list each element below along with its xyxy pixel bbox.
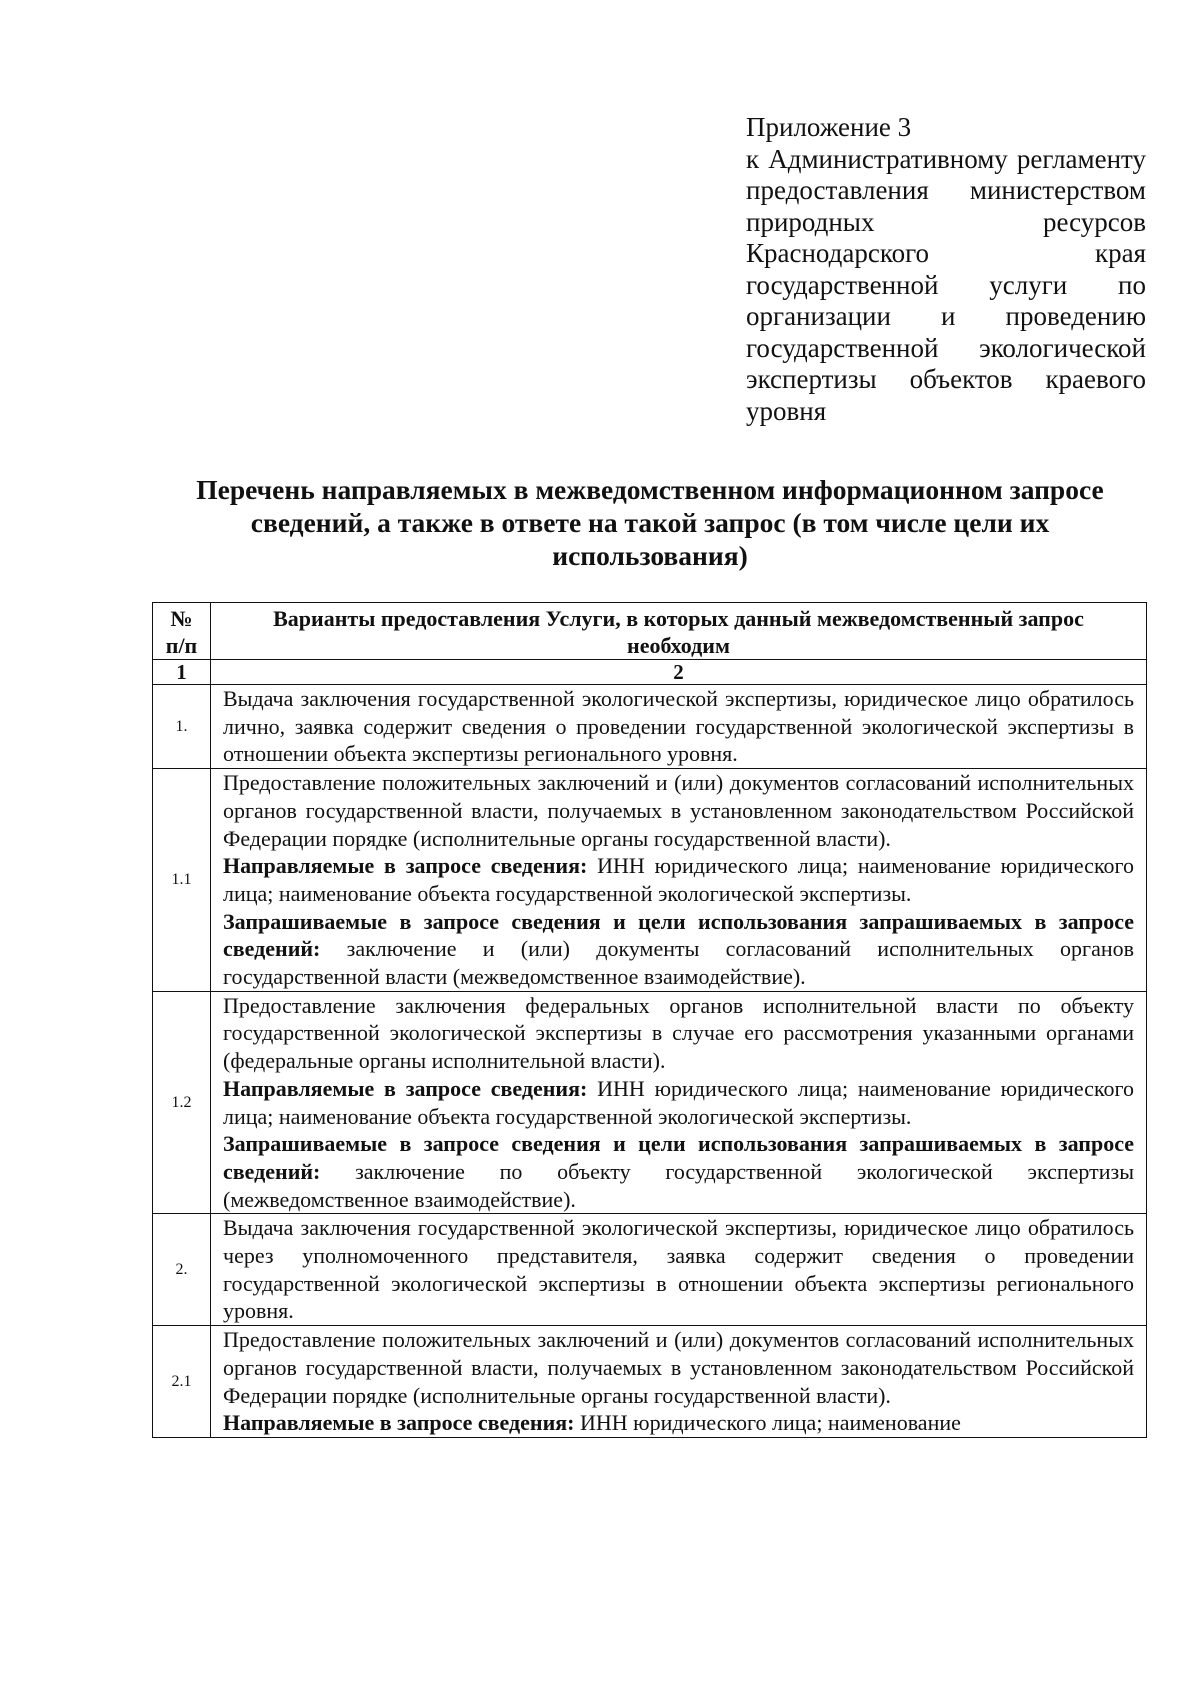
row-number: 2.1 (153, 1326, 211, 1438)
row-text: Предоставление положительных заключений и (или) документов согласований исполнительных органов государственной власти, получаемых в установленном законодательством Российской Федерации порядке (исполнительные органы государственной власти). (223, 1327, 1134, 1408)
sent-text: ИНН юридического лица; наименование (574, 1410, 961, 1436)
appendix-text: к Административному регламенту предоставления министерством природных ресурсов Краснодарского края государственной услуги по организации и проведению государственной экологической экспертизы объектов краевого уровня (746, 143, 1146, 426)
table-row (153, 1214, 1147, 1326)
row-text: Выдача заключения государственной экологической экспертизы, юридическое лицо обратилось через уполномоченного представителя, заявка содержит сведения о проведении государственной экологической экспертизы в отношении объекта экспертизы регионального уровня. (223, 1215, 1134, 1324)
row-sent-info (223, 1409, 1134, 1437)
table-index-row (153, 660, 1147, 685)
table-row (153, 685, 1147, 769)
requests-table (152, 602, 1147, 1438)
requested-label: Запрашиваемые в запросе сведения и цели использования запрашиваемых в запросе сведений: (223, 908, 1134, 962)
row-content (211, 769, 1147, 992)
row-sent-info (223, 852, 1134, 907)
row-number: 1.1 (153, 769, 211, 992)
table-row (153, 991, 1147, 1214)
table-row (153, 1326, 1147, 1438)
requested-text: заключение по объекту государственной экологической экспертизы (межведомственное взаимодействие). (223, 1158, 1134, 1212)
appendix-number: Приложение 3 (746, 112, 912, 142)
table-header-variants: Варианты предоставления Услуги, в которых данный межведомственный запрос необходим (211, 603, 1147, 660)
sent-label: Направляемые в запросе сведения: (223, 1410, 575, 1436)
sent-label: Направляемые в запросе сведения: (223, 853, 588, 879)
row-text: Предоставление заключения федеральных органов исполнительной власти по объекту государственной экологической экспертизы в случае его рассмотрения указанными органами (федеральные органы исполнительной власти). (223, 992, 1134, 1074)
appendix-heading (746, 112, 1146, 427)
row-text: Выдача заключения государственной экологической экспертизы, юридическое лицо обратилось лично, заявка содержит сведения о проведении государственной экологической экспертизы в отношении объекта экспертизы регионального уровня. (223, 686, 1134, 767)
row-content (211, 685, 1147, 769)
requested-label: Запрашиваемые в запросе сведения и цели использования запрашиваемых в запросе сведений: (223, 1131, 1134, 1184)
document-title: Перечень направляемых в межведомственном информационном запросе сведений, а также в ответе на такой запрос (в том числе цели их использования) (196, 474, 1104, 571)
row-number: 1.2 (153, 991, 211, 1214)
row-requested-info (223, 908, 1134, 991)
row-text: Предоставление положительных заключений и (или) документов согласований исполнительных органов государственной власти, получаемых в установленном законодательством Российской Федерации порядке (исполнительные органы государственной власти). (223, 770, 1134, 851)
sent-text: ИНН юридического лица; наименование юридического лица; наименование объекта государственной экологической экспертизы. (223, 853, 1134, 906)
row-content (211, 1214, 1147, 1326)
sent-label: Направляемые в запросе сведения: (223, 1075, 588, 1101)
sent-text: ИНН юридического лица; наименование юридического лица; наименование объекта государственной экологической экспертизы. (223, 1075, 1134, 1129)
row-number: 2. (153, 1214, 211, 1326)
table-header-row (153, 603, 1147, 660)
row-content (211, 991, 1147, 1214)
row-content (211, 1326, 1147, 1438)
table-index-1: 1 (153, 660, 211, 685)
row-number: 1. (153, 685, 211, 769)
row-sent-info (223, 1075, 1134, 1130)
table-row (153, 769, 1147, 992)
table-index-2: 2 (211, 660, 1147, 685)
requested-text: заключение и (или) документы согласований исполнительных органов государственной власти (межведомственное взаимодействие). (223, 936, 1134, 990)
row-requested-info (223, 1130, 1134, 1213)
table-header-number: № п/п (153, 603, 211, 660)
